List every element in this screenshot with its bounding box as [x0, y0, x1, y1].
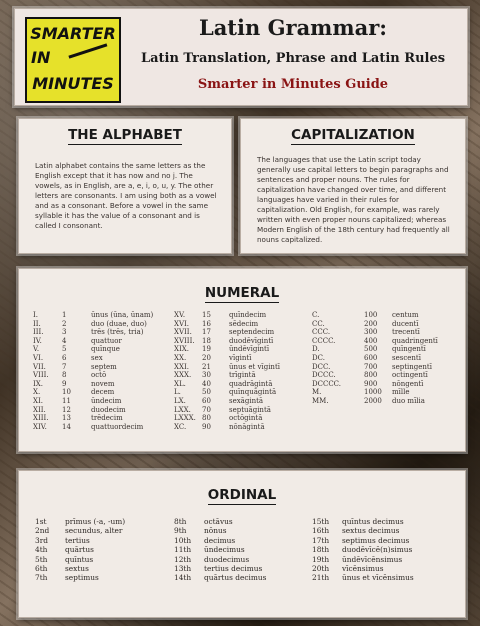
logo-line-1: SMARTER — [30, 24, 116, 43]
ordinal-num-col-2: 8th 9th 10th 11th 12th 13th 14th — [174, 517, 192, 583]
logo-swoosh — [68, 43, 113, 77]
logo-line-2: IN — [31, 48, 51, 67]
numeral-latin-col-2: quīndecim sēdecim septendecim duodēvīgintī ūndēvīgintī vīgintī ūnus et vīgintī trīgintā quadrāgintā quīnquāgintā sexāgintā septuāgintā octōgintā nōnāgintā — [229, 311, 280, 431]
ordinal-latin-col-1: prīmus (-a, -um) secundus, alter tertius quārtus quīntus sextus septimus — [65, 517, 126, 583]
capitalization-section — [240, 118, 466, 254]
numeral-section — [18, 268, 466, 452]
ordinal-title: ORDINAL — [207, 487, 277, 503]
numeral-roman-col-1: I. II. III. IV. V. VI. VII. VIII. IX. X. XI. XII. XIII. XIV. — [33, 311, 49, 431]
alphabet-title: THE ALPHABET — [68, 127, 182, 143]
numeral-arabic-col-3: 100 200 300 400 500 600 700 800 900 1000 2000 — [364, 311, 382, 405]
ordinal-latin-col-3: quīntus decimus sextus decimus septimus decimus duodēvīcē(n)simus ūndēvīcēnsimus vīcēnsimus ūnus et vīcēnsimus — [342, 517, 414, 583]
logo-line-3: MINUTES — [32, 74, 114, 93]
numeral-roman-col-2: XV. XVI. XVII. XVIII. XIX. XX. XXI. XXX. XL. L. LX. LXX. LXXX. XC. — [174, 311, 196, 431]
capitalization-title: CAPITALIZATION — [291, 127, 415, 143]
page-title: Latin Grammar: — [198, 15, 388, 40]
numeral-arabic-col-1: 1 2 3 4 5 6 7 8 9 10 11 12 13 14 — [62, 311, 71, 431]
ordinal-num-col-3: 15th 16th 17th 18th 19th 20th 21th — [312, 517, 330, 583]
ordinal-latin-col-2: octāvus nōnus decimus ūndecimus duodecimus tertius decimus quārtus decimus — [204, 517, 267, 583]
numeral-latin-col-1: ūnus (ūna, ūnam) duo (duae, duo) trēs (trēs, tria) quattuor quīnque sex septem octō novem decem ūndecim duodecim trēdecim quattuordecim — [91, 311, 154, 431]
alphabet-section — [18, 118, 232, 254]
numeral-roman-col-3: C. CC. CCC. CCCC. D. DC. DCC. DCCC. DCCCC. M. MM. — [312, 311, 342, 405]
numeral-arabic-col-2: 15 16 17 18 19 20 21 30 40 50 60 70 80 90 — [202, 311, 211, 431]
numeral-latin-col-3: centum ducentī trecentī quadringentī quīngentī sescentī septingentī octingentī nōngentī mīlle duo mīlia — [392, 311, 438, 405]
smarter-in-minutes-logo — [25, 17, 121, 103]
page-subtitle: Latin Translation, Phrase and Latin Rules — [140, 51, 446, 66]
header-banner — [14, 8, 468, 106]
capitalization-text: The languages that use the Latin script today generally use capital letters to begin paragraphs and sentences and proper nouns. The rules for capitalization have changed over time, and different languages have varied in their rules for capitalization. Old English, for example, was rarely written with even proper nouns capitalized; whereas Modern English of the 18th century had frequently all nouns capitalized. — [257, 155, 450, 244]
alphabet-text: Latin alphabet contains the same letters as the English except that it has now and no j. The vowels, as in English, are a, e, i, o, u, y. The other letters are consonants. I am using both as a vowel and as a consonant. Before a vowel in the same syllable it has the value of a consonant and is called I consonant. — [35, 161, 217, 230]
ordinal-num-col-1: 1st 2nd 3rd 4th 5th 6th 7th — [35, 517, 50, 583]
ordinal-section — [18, 470, 466, 618]
guide-label: Smarter in Minutes Guide — [197, 77, 389, 92]
numeral-title: NUMERAL — [204, 285, 280, 301]
